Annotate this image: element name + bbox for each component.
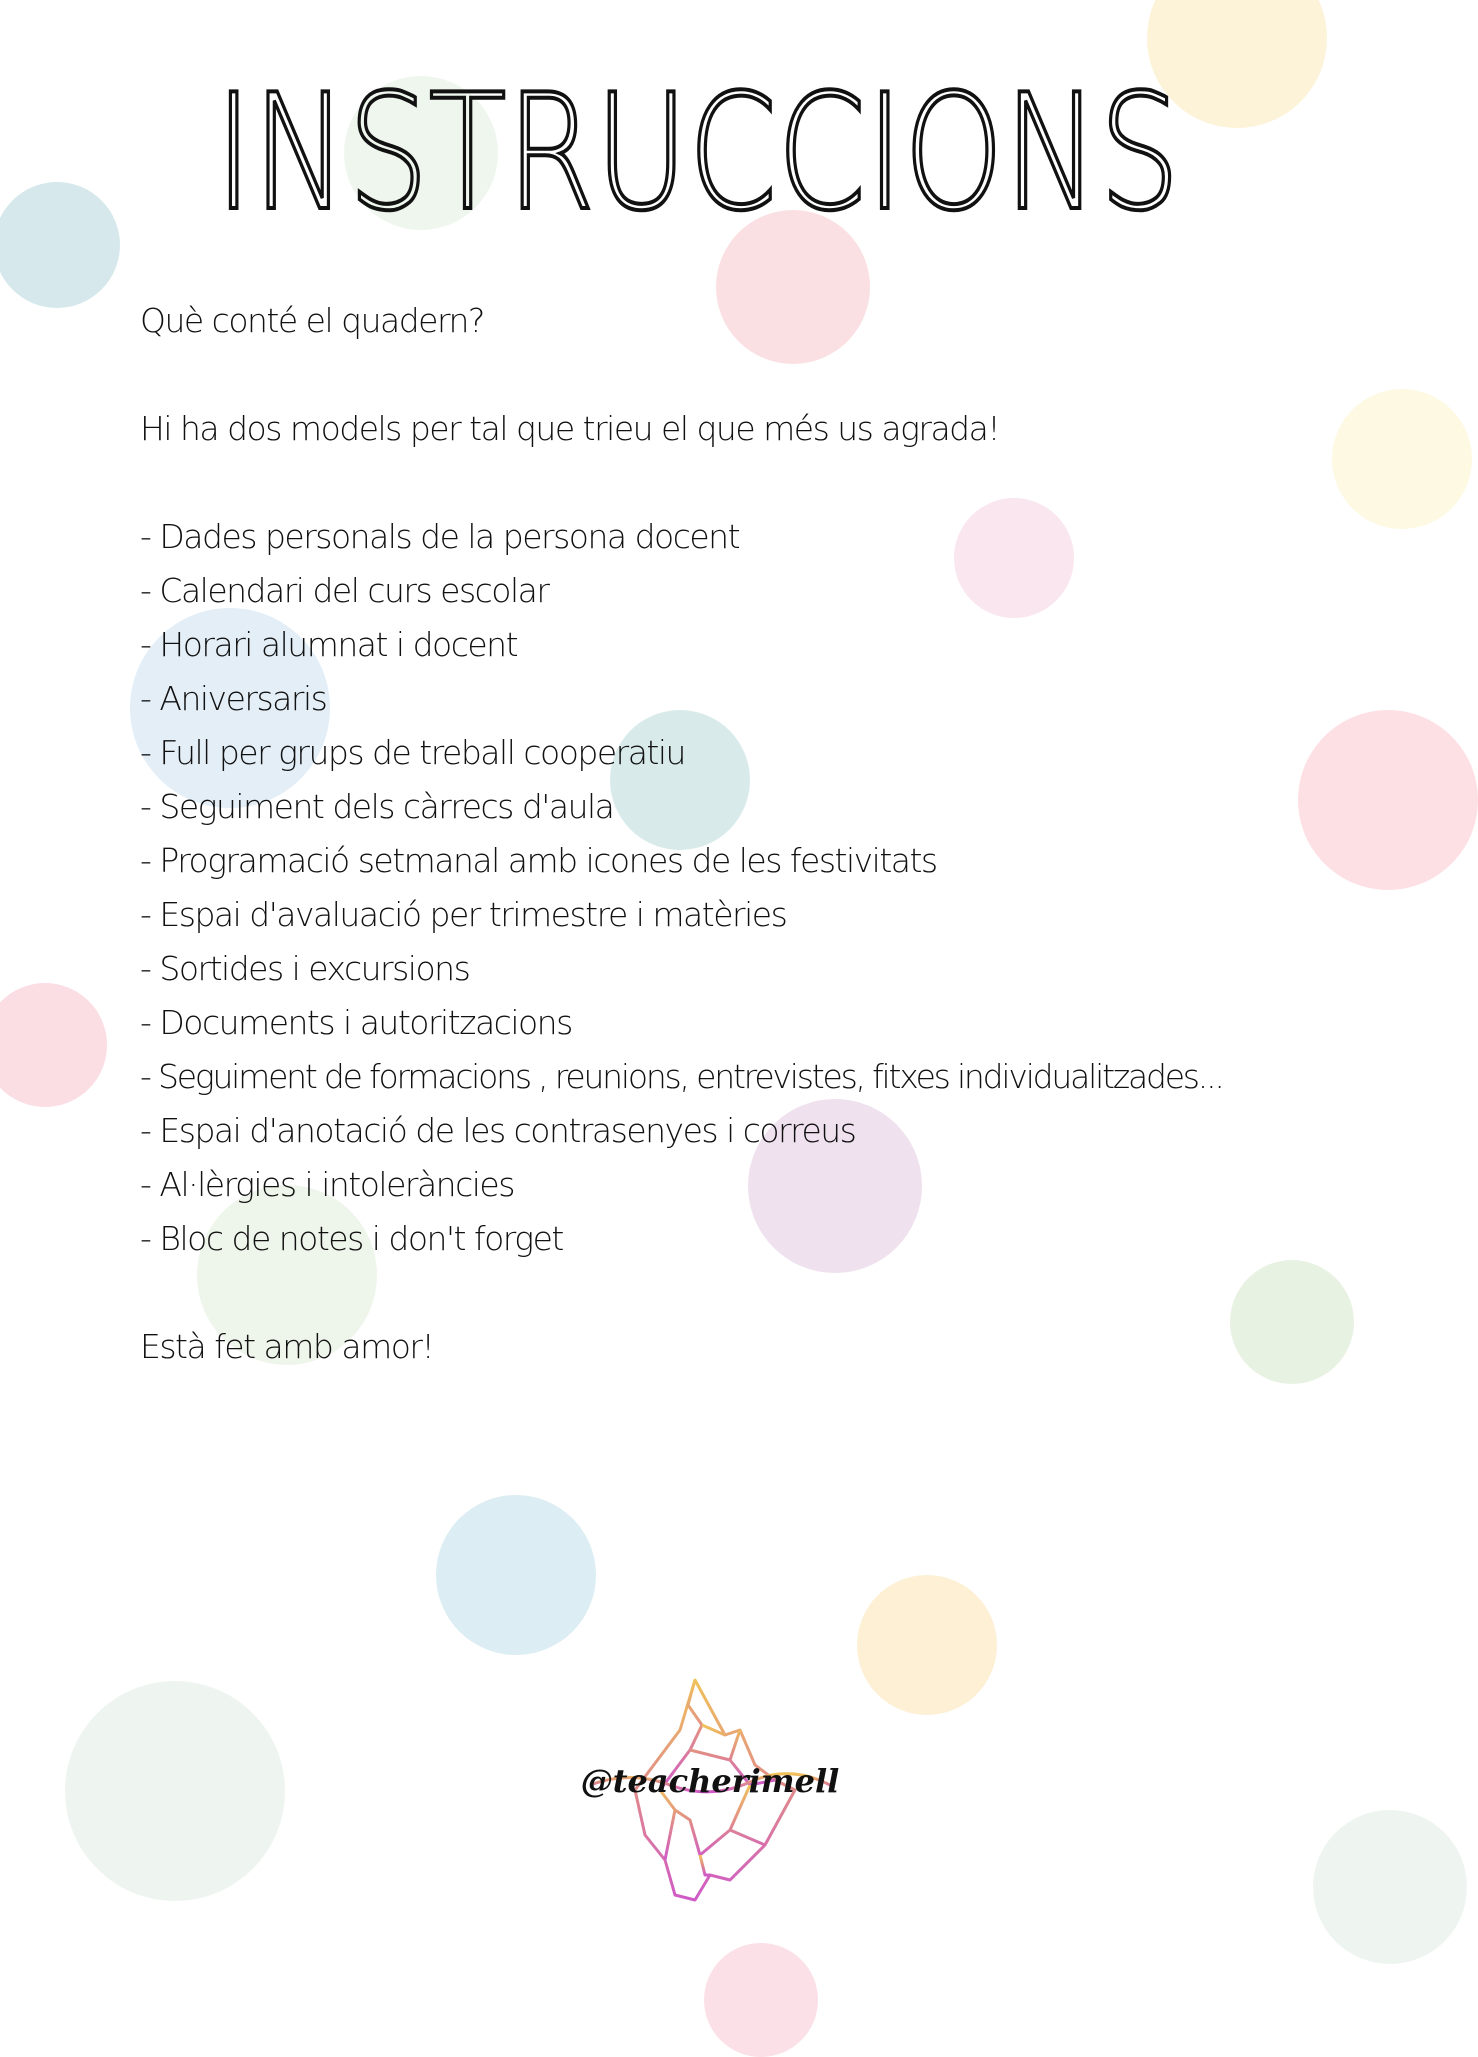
list-item: - Seguiment dels càrrecs d'aula [140, 787, 614, 826]
blob [1332, 389, 1472, 529]
blob [704, 1943, 818, 2057]
list-item: - Programació setmanal amb icones de les festivitats [140, 841, 937, 880]
list-item: - Seguiment de formacions , reunions, entrevistes, fitxes individualitzades... [140, 1057, 1223, 1096]
list-item: - Full per grups de treball cooperatiu [140, 733, 685, 772]
instructions-body [140, 294, 1223, 1374]
list-item: - Sortides i excursions [140, 949, 470, 988]
question: Què conté el quadern? [140, 301, 484, 340]
blob [1313, 1810, 1467, 1964]
blob [1230, 1260, 1354, 1384]
list-item: - Espai d'anotació de les contrasenyes i correus [140, 1111, 856, 1150]
closing: Està fet amb amor! [140, 1327, 434, 1366]
list-item: - Dades personals de la persona docent [140, 517, 740, 556]
blob [0, 983, 107, 1107]
list-item: - Bloc de notes i don't forget [140, 1219, 563, 1258]
page-title [210, 59, 1200, 246]
list-item: - Aniversaris [140, 679, 327, 718]
list-item: - Documents i autoritzacions [140, 1003, 572, 1042]
list-item: - Horari alumnat i docent [140, 625, 518, 664]
page-title-text: INSTRUCCIONS [215, 59, 1180, 246]
list-item: - Calendari del curs escolar [140, 571, 549, 610]
contents-list [140, 510, 1223, 1266]
blob [1298, 710, 1478, 890]
intro: Hi ha dos models per tal que trieu el que més us agrada! [140, 409, 1000, 448]
logo-text: @teacherimell [580, 1762, 840, 1800]
list-item: - Espai d'avaluació per trimestre i matèries [140, 895, 787, 934]
blob [436, 1495, 596, 1655]
blob [0, 182, 120, 308]
list-item: - Al·lèrgies i intoleràncies [140, 1165, 514, 1204]
blob [857, 1575, 997, 1715]
teacherimell-logo [580, 1670, 840, 1910]
blob [65, 1681, 285, 1901]
